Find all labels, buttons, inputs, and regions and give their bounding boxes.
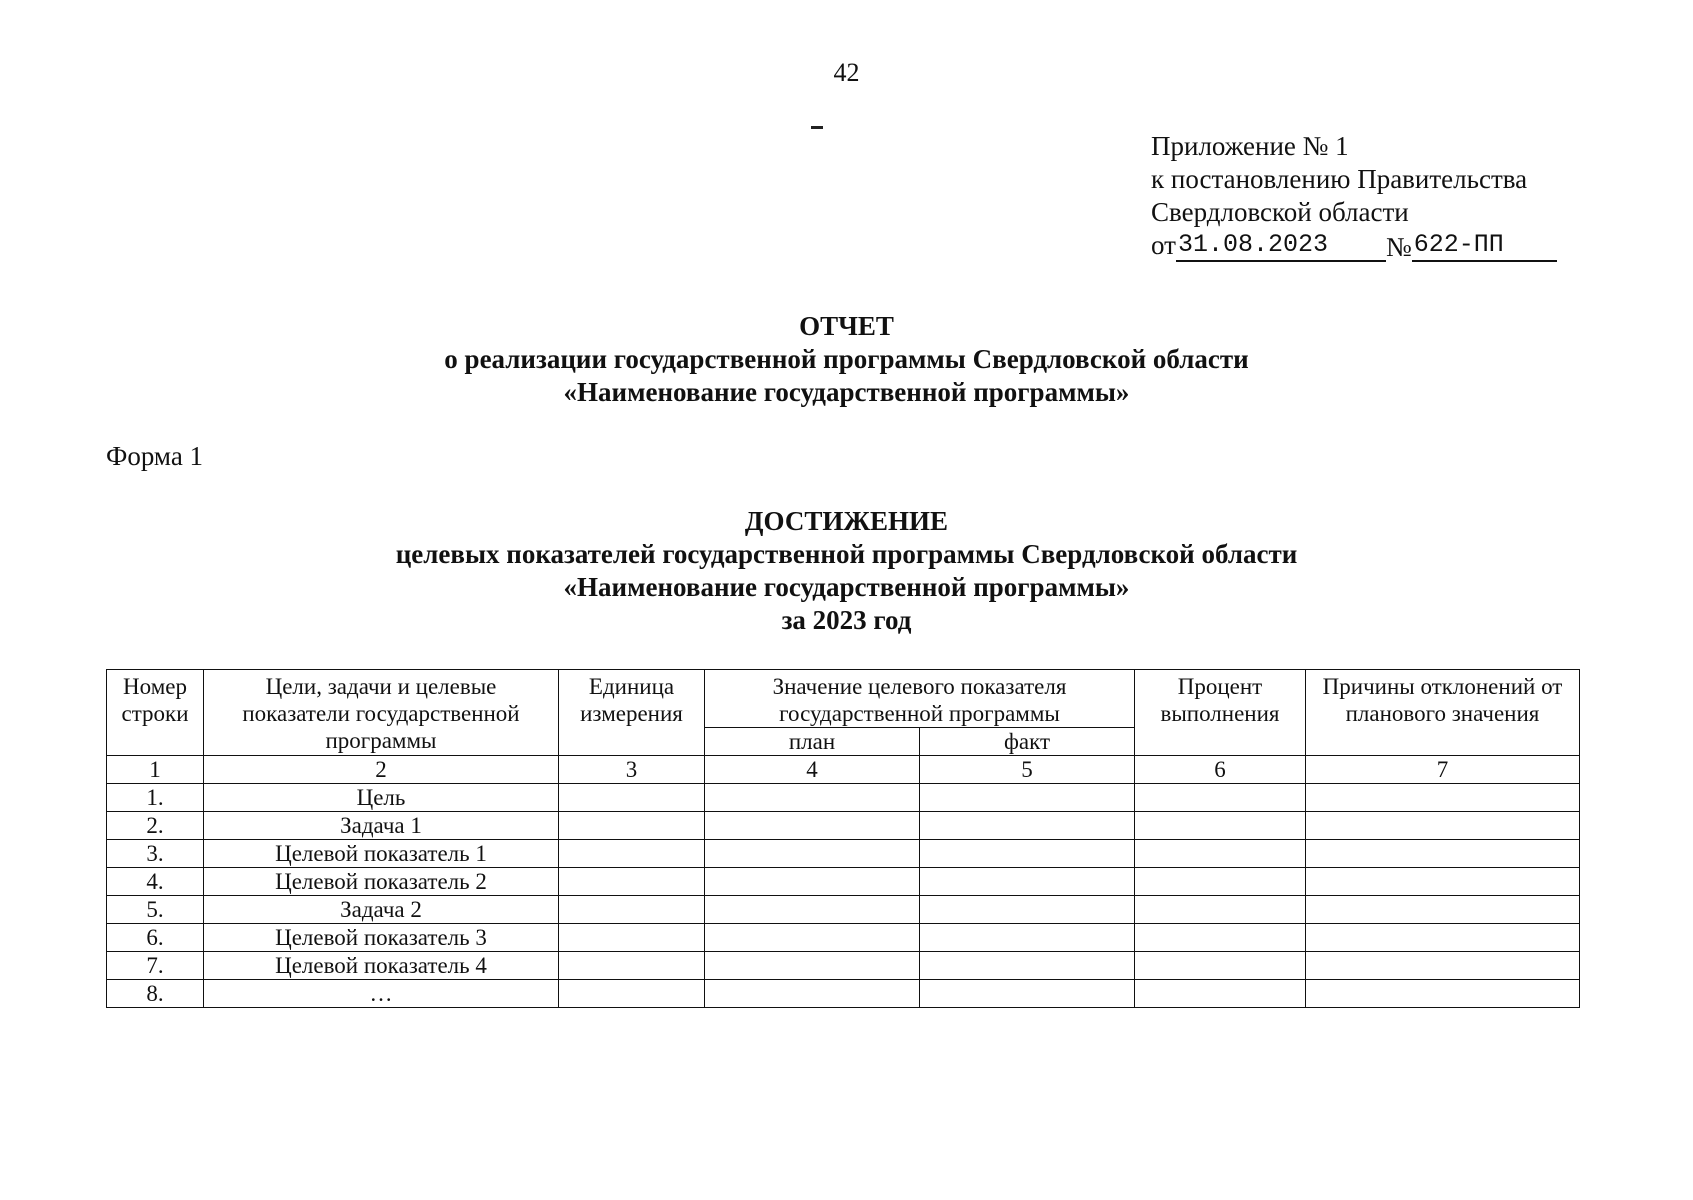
header-reasons: Причины отклонений от планового значения — [1306, 670, 1580, 756]
unit-cell — [559, 952, 705, 980]
fact-cell — [920, 840, 1135, 868]
column-number: 5 — [920, 756, 1135, 784]
header-row-number: Номер строки — [107, 670, 204, 756]
column-number: 1 — [107, 756, 204, 784]
table-row — [107, 980, 1580, 1008]
fact-cell — [920, 924, 1135, 952]
percent-cell — [1135, 784, 1306, 812]
table-row — [107, 868, 1580, 896]
percent-cell — [1135, 840, 1306, 868]
indicators-table — [106, 669, 1580, 1008]
plan-cell — [705, 952, 920, 980]
reasons-cell — [1306, 868, 1580, 896]
row-number: 7. — [107, 952, 204, 980]
row-number: 6. — [107, 924, 204, 952]
achievement-title-block — [0, 505, 1693, 637]
row-number: 1. — [107, 784, 204, 812]
unit-cell — [559, 812, 705, 840]
table-row — [107, 812, 1580, 840]
appendix-block — [1151, 130, 1557, 262]
percent-cell — [1135, 952, 1306, 980]
unit-cell — [559, 840, 705, 868]
resolution-number: 622-ПП — [1412, 230, 1557, 262]
column-number: 2 — [204, 756, 559, 784]
reasons-cell — [1306, 980, 1580, 1008]
achievement-period: за 2023 год — [781, 605, 912, 635]
resolution-details — [1151, 229, 1557, 262]
date-prefix: от — [1151, 230, 1176, 260]
header-unit: Единица измерения — [559, 670, 705, 756]
fact-cell — [920, 952, 1135, 980]
reasons-cell — [1306, 840, 1580, 868]
plan-cell — [705, 924, 920, 952]
column-number: 3 — [559, 756, 705, 784]
fact-cell — [920, 896, 1135, 924]
reasons-cell — [1306, 952, 1580, 980]
reasons-cell — [1306, 896, 1580, 924]
fact-cell — [920, 868, 1135, 896]
fact-cell — [920, 812, 1135, 840]
plan-cell — [705, 812, 920, 840]
table-row — [107, 840, 1580, 868]
table-row — [107, 924, 1580, 952]
percent-cell — [1135, 896, 1306, 924]
plan-cell — [705, 840, 920, 868]
fact-cell — [920, 980, 1135, 1008]
row-number: 2. — [107, 812, 204, 840]
row-name: Целевой показатель 2 — [204, 868, 559, 896]
percent-cell — [1135, 980, 1306, 1008]
column-number: 6 — [1135, 756, 1306, 784]
achievement-program-name: «Наименование государственной программы» — [563, 572, 1130, 602]
table-row — [107, 784, 1580, 812]
header-percent: Процент выполнения — [1135, 670, 1306, 756]
header-fact: факт — [920, 728, 1135, 756]
appendix-line-1: Приложение № 1 — [1151, 131, 1349, 161]
percent-cell — [1135, 812, 1306, 840]
plan-cell — [705, 868, 920, 896]
row-number: 8. — [107, 980, 204, 1008]
percent-cell — [1135, 924, 1306, 952]
achievement-title: ДОСТИЖЕНИЕ — [744, 506, 949, 536]
header-plan: план — [705, 728, 920, 756]
row-number: 5. — [107, 896, 204, 924]
unit-cell — [559, 868, 705, 896]
unit-cell — [559, 896, 705, 924]
report-title-block — [0, 310, 1693, 409]
unit-cell — [559, 924, 705, 952]
header-value: Значение целевого показателя государственной программы — [705, 670, 1135, 728]
unit-cell — [559, 784, 705, 812]
reasons-cell — [1306, 812, 1580, 840]
report-title: ОТЧЕТ — [799, 311, 894, 341]
plan-cell — [705, 980, 920, 1008]
header-goals: Цели, задачи и целевые показатели государственной программы — [204, 670, 559, 756]
column-number: 7 — [1306, 756, 1580, 784]
plan-cell — [705, 896, 920, 924]
row-name: Задача 2 — [204, 896, 559, 924]
dash-mark — [811, 126, 823, 129]
row-number: 3. — [107, 840, 204, 868]
row-name: Целевой показатель 4 — [204, 952, 559, 980]
column-number-row — [107, 756, 1580, 784]
row-name: Целевой показатель 3 — [204, 924, 559, 952]
row-name: … — [204, 980, 559, 1008]
row-name: Задача 1 — [204, 812, 559, 840]
unit-cell — [559, 980, 705, 1008]
row-name: Цель — [204, 784, 559, 812]
report-program-name: «Наименование государственной программы» — [563, 377, 1130, 407]
fact-cell — [920, 784, 1135, 812]
appendix-line-3: Свердловской области — [1151, 197, 1409, 227]
row-name: Целевой показатель 1 — [204, 840, 559, 868]
column-number: 4 — [705, 756, 920, 784]
plan-cell — [705, 784, 920, 812]
reasons-cell — [1306, 924, 1580, 952]
row-number: 4. — [107, 868, 204, 896]
report-subtitle: о реализации государственной программы Свердловской области — [444, 344, 1249, 374]
table-row — [107, 952, 1580, 980]
resolution-date: 31.08.2023 — [1176, 230, 1386, 262]
achievement-subtitle: целевых показателей государственной программы Свердловской области — [395, 539, 1298, 569]
page-number: 42 — [833, 58, 860, 87]
number-prefix: № — [1385, 232, 1412, 262]
table-row — [107, 896, 1580, 924]
form-label: Форма 1 — [106, 441, 204, 471]
percent-cell — [1135, 868, 1306, 896]
reasons-cell — [1306, 784, 1580, 812]
appendix-line-2: к постановлению Правительства — [1151, 164, 1528, 194]
